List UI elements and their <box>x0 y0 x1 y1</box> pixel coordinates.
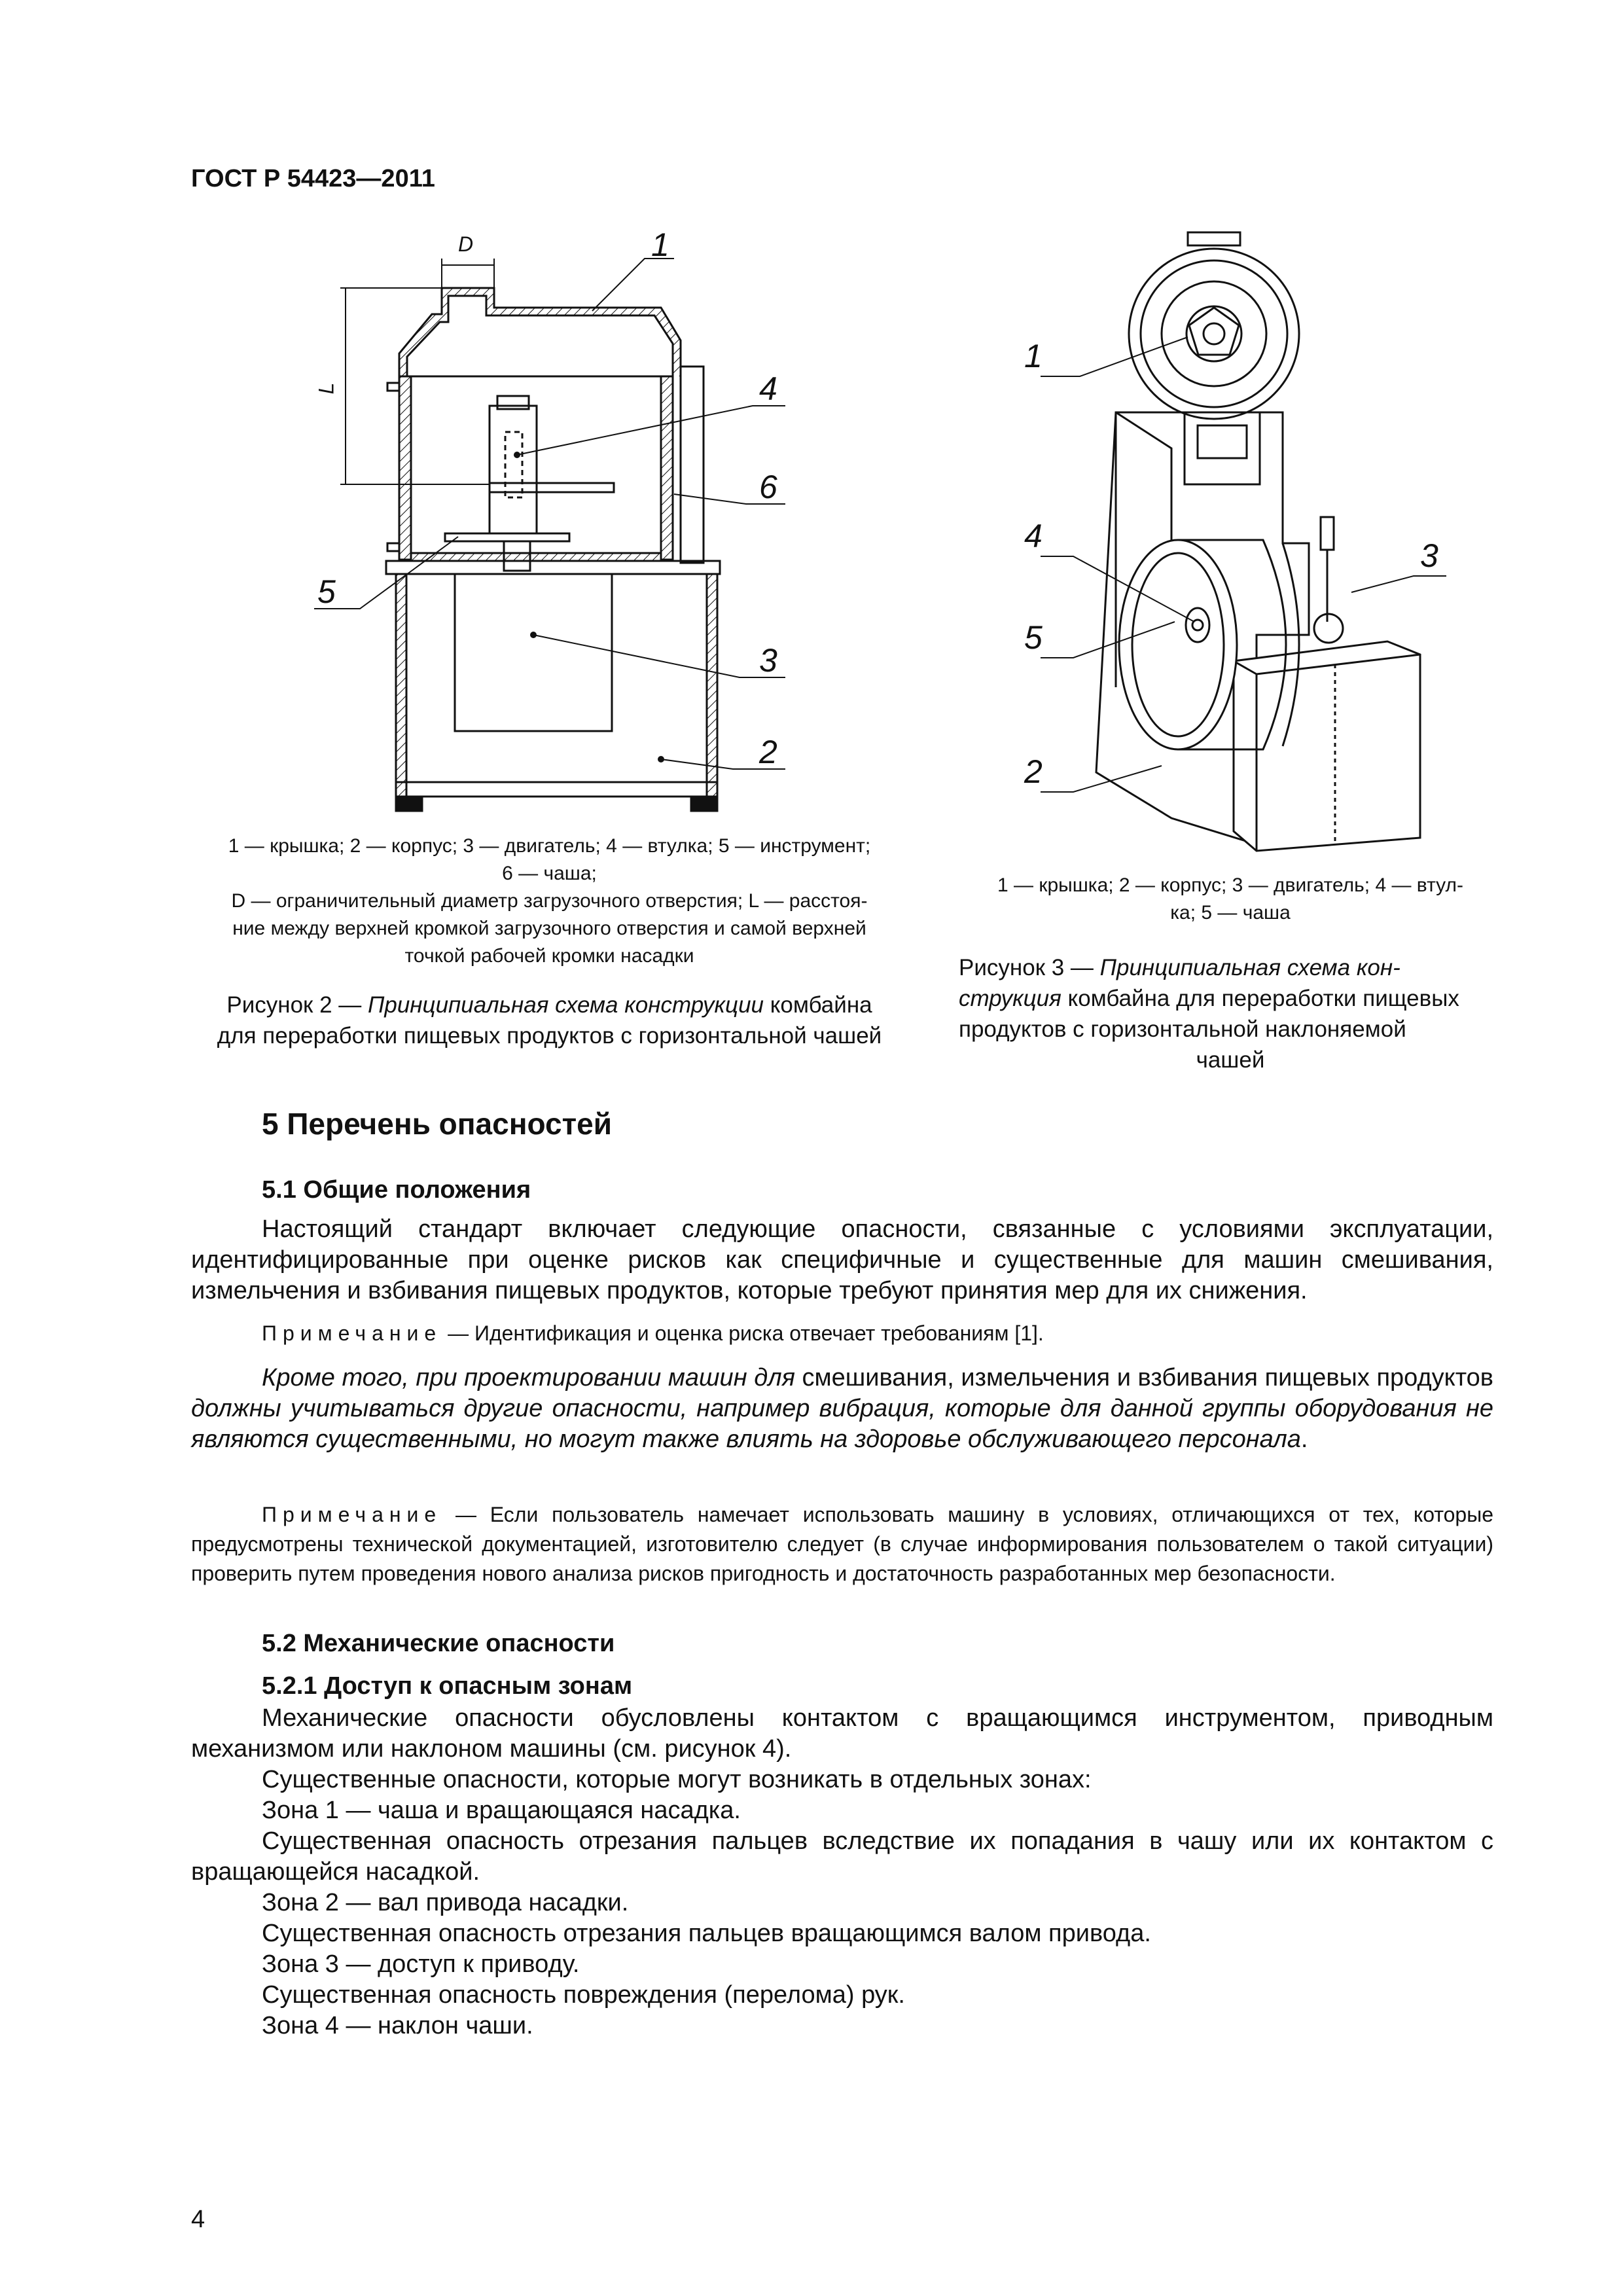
fig2-label-2: 2 <box>759 734 777 770</box>
fig3-title <box>959 952 1502 1075</box>
note-2 <box>191 1500 1493 1588</box>
fig2-title-prefix: Рисунок 2 — <box>226 992 368 1018</box>
fig2-legend-line: 1 — крышка; 2 — корпус; 3 — двигатель; 4 — втулка; 5 — инструмент; <box>228 835 871 857</box>
section-5-2-1-paragraph: Механические опасности обусловлены контактом с вращающимся инструментом, приводным механизмом или наклоном машины (см. рисунок 4). <box>191 1704 1493 1763</box>
fig3-title-prefix: Рисунок 3 — <box>959 955 1100 980</box>
fig3-label-3: 3 <box>1420 537 1438 574</box>
fig3-title-line4: чашей <box>1196 1047 1265 1073</box>
fig2-label-l: L <box>314 382 338 395</box>
zone-1-hazard: Существенная опасность отрезания пальцев вследствие их попадания в чашу или их контактом с вращающейся насадкой. <box>191 1827 1493 1886</box>
fig2-label-5: 5 <box>317 573 336 610</box>
fig2-legend <box>191 833 908 970</box>
fig3-label-2: 2 <box>1024 753 1043 790</box>
zone-1-line: Зона 1 — чаша и вращающаяся насадка. <box>262 1797 741 1824</box>
section-5-2-1-heading: 5.2.1 Доступ к опасным зонам <box>262 1672 633 1700</box>
zone-4-line: Зона 4 — наклон чаши. <box>262 2012 533 2039</box>
section-5-2-1-line: Существенные опасности, которые могут возникать в отдельных зонах: <box>262 1766 1092 1793</box>
fig2-legend-line: ние между верхней кромкой загрузочного отверстия и самой верхней <box>232 918 866 939</box>
zone-3-line: Зона 3 — доступ к приводу. <box>262 1950 580 1978</box>
fig2-title-italic: Принципиальная схема конструкции <box>368 992 764 1018</box>
fig2-title <box>191 990 908 1051</box>
zone-3-hazard: Существенная опасность повреждения (перелома) рук. <box>262 1981 905 2009</box>
fig2-legend-line: D — ограничительный диаметр загрузочного отверстия; L — расстоя- <box>231 890 868 912</box>
fig3-title-line3: продуктов с горизонтальной наклоняемой <box>959 1016 1406 1042</box>
note-1 <box>191 1319 1493 1348</box>
section-5-1-heading: 5.1 Общие положения <box>262 1176 531 1204</box>
p2-italic-1: Кроме того, при проектировании машин для <box>262 1364 795 1391</box>
document-header: ГОСТ Р 54423—2011 <box>191 165 435 192</box>
section-5-1-paragraph: Настоящий стандарт включает следующие опасности, связанные с условиями эксплуатации, идентифицированные при оценке рисков как специфичные и существенные для машин смешивания, измельчения и взбивания пищевых продуктов, которые требуют принятия мер для их снижения. <box>191 1215 1493 1304</box>
fig3-label-4: 4 <box>1024 518 1043 554</box>
zone-2-line: Зона 2 — вал привода насадки. <box>262 1889 629 1916</box>
p2-normal-2: . <box>1300 1426 1308 1453</box>
fig2-label-6: 6 <box>759 469 777 505</box>
fig2-title-line2: для переработки пищевых продуктов с горизонтальной чашей <box>217 1023 882 1049</box>
fig2-title-rest: комбайна <box>764 992 872 1018</box>
fig3-legend <box>959 872 1502 927</box>
fig3-label-5: 5 <box>1024 619 1043 656</box>
fig2-label-3: 3 <box>759 642 777 679</box>
p2-normal-1: смешивания, измельчения и взбивания пищевых продуктов <box>794 1364 1493 1391</box>
note-2-label: Примечание <box>262 1503 442 1526</box>
fig2-legend-line: 6 — чаша; <box>502 863 597 884</box>
fig3-title-italic1: Принципиальная схема кон- <box>1099 955 1400 980</box>
fig3-legend-line: ка; 5 — чаша <box>1170 902 1291 924</box>
section-5-1-paragraph-2 <box>191 1363 1493 1455</box>
note-1-text: — Идентификация и оценка риска отвечает требованиям [1]. <box>442 1321 1044 1345</box>
note-2-text: — Если пользователь намечает использовать машину в условиях, отличающихся от тех, которые предусмотрены технической документацией, изготовителю следует (в случае информирования пользователем о такой ситуации) проверить путем проведения нового анализа рисков пригодность и достаточность разработанных мер безопасности. <box>191 1503 1493 1585</box>
fig2-label-4: 4 <box>759 370 777 407</box>
note-1-label: Примечание <box>262 1321 442 1345</box>
fig3-legend-line: 1 — крышка; 2 — корпус; 3 — двигатель; 4 — втул- <box>997 874 1463 896</box>
fig3-label-1: 1 <box>1024 338 1043 374</box>
fig2-label-1: 1 <box>651 226 669 263</box>
section-5-heading: 5 Перечень опасностей <box>262 1107 612 1141</box>
section-5-2-heading: 5.2 Механические опасности <box>262 1630 615 1657</box>
fig2-label-d: D <box>458 232 474 256</box>
fig2-legend-line: точкой рабочей кромки насадки <box>404 945 694 967</box>
page-number: 4 <box>191 2206 205 2233</box>
zone-2-hazard: Существенная опасность отрезания пальцев вращающимся валом привода. <box>262 1920 1151 1947</box>
fig3-title-italic2: струкция <box>959 986 1061 1011</box>
p2-italic-2: должны учитываться другие опасности, например вибрация, которые для данной группы оборудования не являются существенными, но могут также влиять на здоровье обслуживающего персонала <box>191 1395 1493 1453</box>
fig3-title-rest2: комбайна для переработки пищевых <box>1061 986 1459 1011</box>
